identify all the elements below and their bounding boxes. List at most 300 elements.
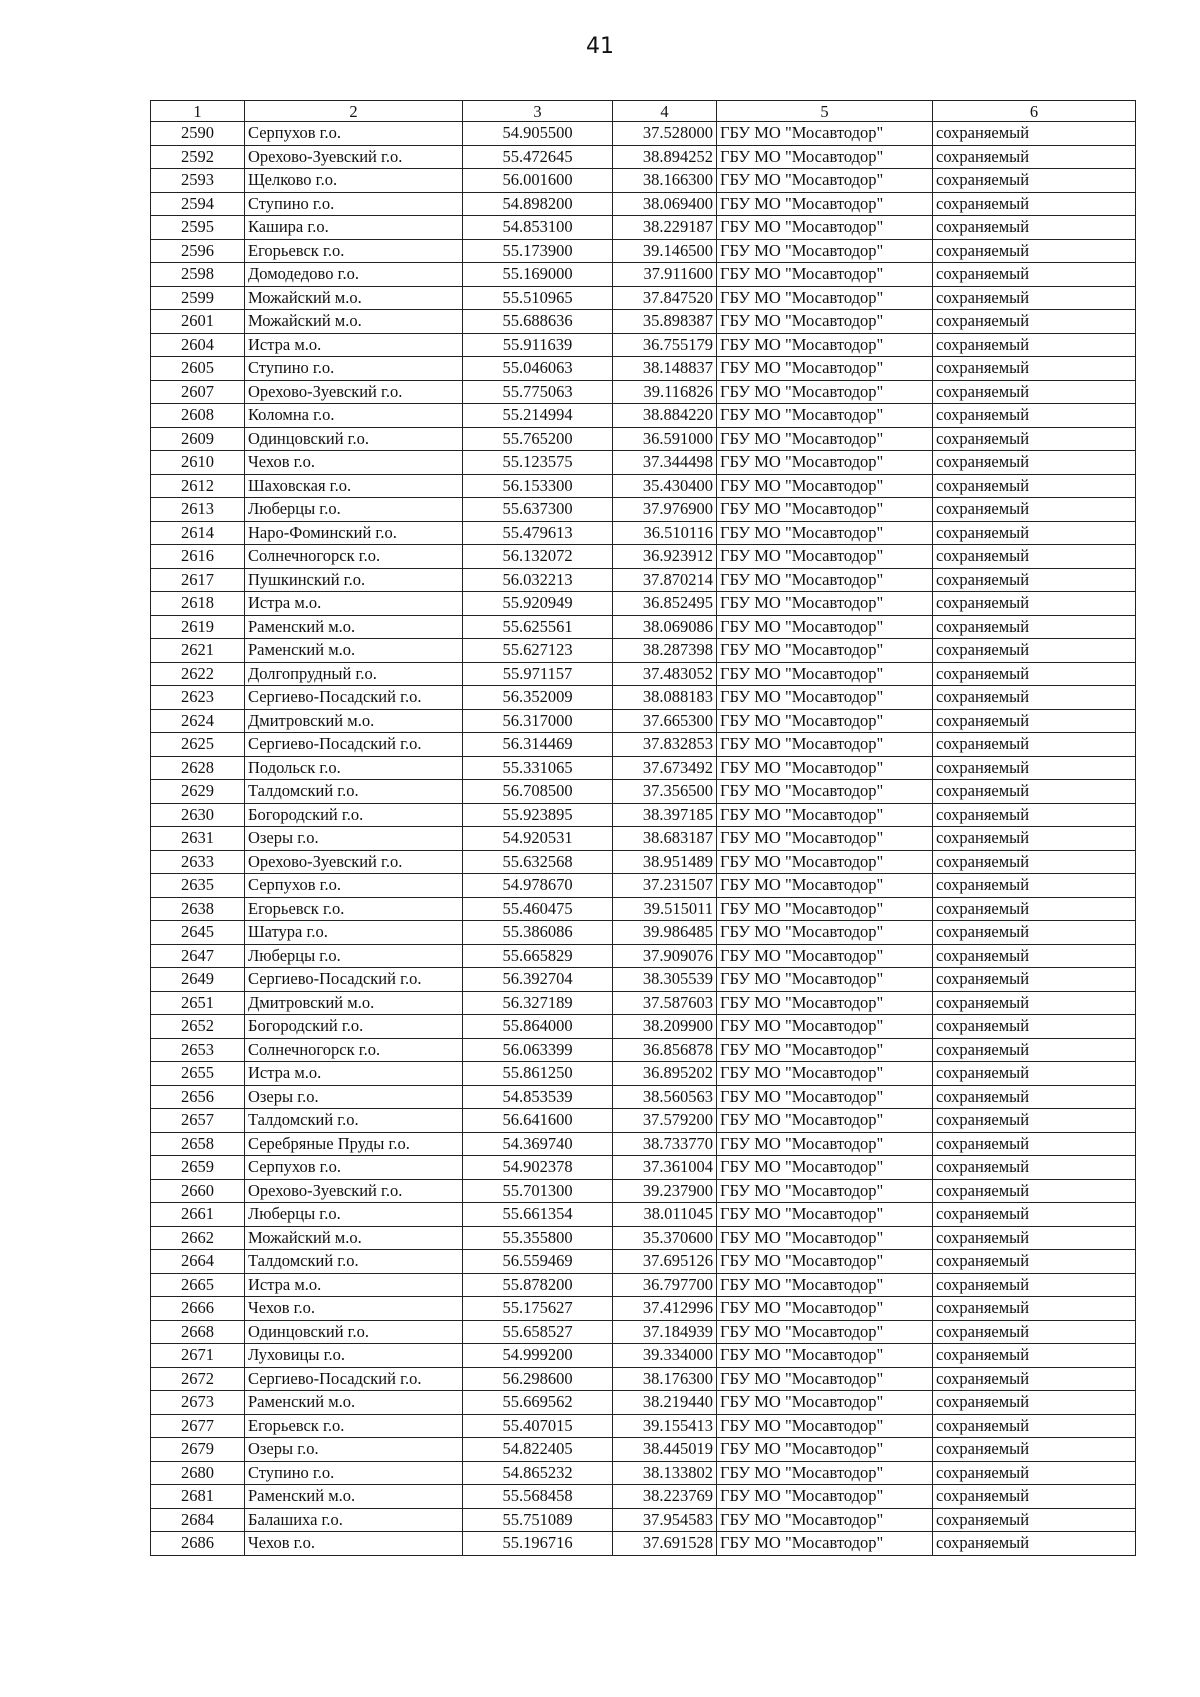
cell-owner: ГБУ МО "Мосавтодор" xyxy=(717,874,933,898)
table-row xyxy=(151,1391,1136,1415)
table-row xyxy=(151,592,1136,616)
cell-number: 2622 xyxy=(151,662,245,686)
cell-number: 2630 xyxy=(151,803,245,827)
cell-number: 2613 xyxy=(151,498,245,522)
cell-district: Чехов г.о. xyxy=(245,1297,463,1321)
cell-longitude: 36.856878 xyxy=(613,1038,717,1062)
cell-number: 2628 xyxy=(151,756,245,780)
cell-longitude: 38.894252 xyxy=(613,145,717,169)
cell-owner: ГБУ МО "Мосавтодор" xyxy=(717,263,933,287)
cell-latitude: 56.708500 xyxy=(463,780,613,804)
cell-number: 2595 xyxy=(151,216,245,240)
cell-latitude: 55.625561 xyxy=(463,615,613,639)
table-row xyxy=(151,733,1136,757)
cell-latitude: 56.032213 xyxy=(463,568,613,592)
cell-owner: ГБУ МО "Мосавтодор" xyxy=(717,451,933,475)
cell-owner: ГБУ МО "Мосавтодор" xyxy=(717,662,933,686)
cell-longitude: 37.356500 xyxy=(613,780,717,804)
cell-longitude: 36.852495 xyxy=(613,592,717,616)
cell-latitude: 54.822405 xyxy=(463,1438,613,1462)
cell-status: сохраняемый xyxy=(933,1179,1136,1203)
cell-owner: ГБУ МО "Мосавтодор" xyxy=(717,1156,933,1180)
cell-status: сохраняемый xyxy=(933,216,1136,240)
table-row xyxy=(151,498,1136,522)
cell-number: 2638 xyxy=(151,897,245,921)
table-row xyxy=(151,380,1136,404)
table-row xyxy=(151,1344,1136,1368)
cell-owner: ГБУ МО "Мосавтодор" xyxy=(717,286,933,310)
cell-status: сохраняемый xyxy=(933,968,1136,992)
cell-status: сохраняемый xyxy=(933,286,1136,310)
cell-district: Егорьевск г.о. xyxy=(245,1414,463,1438)
cell-district: Сергиево-Посадский г.о. xyxy=(245,968,463,992)
cell-number: 2618 xyxy=(151,592,245,616)
cell-number: 2666 xyxy=(151,1297,245,1321)
cell-number: 2661 xyxy=(151,1203,245,1227)
table-row xyxy=(151,1179,1136,1203)
table-row xyxy=(151,1485,1136,1509)
cell-number: 2658 xyxy=(151,1132,245,1156)
cell-status: сохраняемый xyxy=(933,1250,1136,1274)
cell-status: сохраняемый xyxy=(933,850,1136,874)
cell-latitude: 55.386086 xyxy=(463,921,613,945)
cell-latitude: 55.510965 xyxy=(463,286,613,310)
cell-latitude: 55.173900 xyxy=(463,239,613,263)
cell-status: сохраняемый xyxy=(933,1038,1136,1062)
table-row xyxy=(151,263,1136,287)
cell-latitude: 55.923895 xyxy=(463,803,613,827)
cell-status: сохраняемый xyxy=(933,145,1136,169)
table-row xyxy=(151,1038,1136,1062)
cell-latitude: 54.369740 xyxy=(463,1132,613,1156)
cell-status: сохраняемый xyxy=(933,592,1136,616)
cell-district: Щелково г.о. xyxy=(245,169,463,193)
cell-status: сохраняемый xyxy=(933,1320,1136,1344)
cell-number: 2633 xyxy=(151,850,245,874)
table-row xyxy=(151,897,1136,921)
table-row xyxy=(151,1015,1136,1039)
cell-status: сохраняемый xyxy=(933,192,1136,216)
cell-longitude: 37.184939 xyxy=(613,1320,717,1344)
cell-number: 2635 xyxy=(151,874,245,898)
cell-number: 2592 xyxy=(151,145,245,169)
cell-district: Егорьевск г.о. xyxy=(245,239,463,263)
cell-number: 2657 xyxy=(151,1109,245,1133)
cell-longitude: 39.515011 xyxy=(613,897,717,921)
table-row xyxy=(151,1226,1136,1250)
cell-owner: ГБУ МО "Мосавтодор" xyxy=(717,1109,933,1133)
cell-longitude: 39.146500 xyxy=(613,239,717,263)
cell-longitude: 38.683187 xyxy=(613,827,717,851)
cell-number: 2616 xyxy=(151,545,245,569)
page-number: 41 xyxy=(586,34,614,59)
cell-status: сохраняемый xyxy=(933,827,1136,851)
cell-status: сохраняемый xyxy=(933,1062,1136,1086)
cell-longitude: 37.344498 xyxy=(613,451,717,475)
cell-longitude: 38.148837 xyxy=(613,357,717,381)
cell-district: Можайский м.о. xyxy=(245,1226,463,1250)
cell-longitude: 37.361004 xyxy=(613,1156,717,1180)
cell-latitude: 55.214994 xyxy=(463,404,613,428)
cell-longitude: 39.334000 xyxy=(613,1344,717,1368)
cell-owner: ГБУ МО "Мосавтодор" xyxy=(717,803,933,827)
table-row xyxy=(151,122,1136,146)
table-row xyxy=(151,780,1136,804)
cell-longitude: 37.976900 xyxy=(613,498,717,522)
cell-status: сохраняемый xyxy=(933,239,1136,263)
cell-owner: ГБУ МО "Мосавтодор" xyxy=(717,1250,933,1274)
cell-number: 2601 xyxy=(151,310,245,334)
cell-latitude: 56.392704 xyxy=(463,968,613,992)
cell-owner: ГБУ МО "Мосавтодор" xyxy=(717,1297,933,1321)
cell-district: Ступино г.о. xyxy=(245,192,463,216)
cell-number: 2647 xyxy=(151,944,245,968)
cell-owner: ГБУ МО "Мосавтодор" xyxy=(717,944,933,968)
cell-latitude: 55.355800 xyxy=(463,1226,613,1250)
cell-district: Дмитровский м.о. xyxy=(245,709,463,733)
cell-district: Пушкинский г.о. xyxy=(245,568,463,592)
cell-district: Чехов г.о. xyxy=(245,451,463,475)
cell-number: 2660 xyxy=(151,1179,245,1203)
cell-number: 2610 xyxy=(151,451,245,475)
cell-number: 2651 xyxy=(151,991,245,1015)
cell-latitude: 56.352009 xyxy=(463,686,613,710)
cell-longitude: 39.116826 xyxy=(613,380,717,404)
cell-status: сохраняемый xyxy=(933,991,1136,1015)
cell-status: сохраняемый xyxy=(933,874,1136,898)
cell-longitude: 37.587603 xyxy=(613,991,717,1015)
cell-district: Талдомский г.о. xyxy=(245,780,463,804)
cell-status: сохраняемый xyxy=(933,662,1136,686)
column-header-3: 3 xyxy=(463,101,613,122)
cell-number: 2605 xyxy=(151,357,245,381)
cell-number: 2668 xyxy=(151,1320,245,1344)
table-row xyxy=(151,1250,1136,1274)
cell-status: сохраняемый xyxy=(933,709,1136,733)
cell-district: Шатура г.о. xyxy=(245,921,463,945)
cell-number: 2680 xyxy=(151,1461,245,1485)
cell-longitude: 35.898387 xyxy=(613,310,717,334)
cell-number: 2655 xyxy=(151,1062,245,1086)
cell-longitude: 38.166300 xyxy=(613,169,717,193)
table-row xyxy=(151,1132,1136,1156)
cell-longitude: 36.510116 xyxy=(613,521,717,545)
cell-longitude: 36.755179 xyxy=(613,333,717,357)
cell-owner: ГБУ МО "Мосавтодор" xyxy=(717,968,933,992)
cell-longitude: 38.088183 xyxy=(613,686,717,710)
cell-latitude: 55.169000 xyxy=(463,263,613,287)
cell-owner: ГБУ МО "Мосавтодор" xyxy=(717,639,933,663)
cell-latitude: 55.878200 xyxy=(463,1273,613,1297)
cell-number: 2594 xyxy=(151,192,245,216)
cell-district: Истра м.о. xyxy=(245,592,463,616)
cell-latitude: 55.472645 xyxy=(463,145,613,169)
cell-district: Егорьевск г.о. xyxy=(245,897,463,921)
cell-latitude: 55.765200 xyxy=(463,427,613,451)
cell-number: 2681 xyxy=(151,1485,245,1509)
cell-latitude: 55.751089 xyxy=(463,1508,613,1532)
table-body xyxy=(151,122,1136,1556)
cell-owner: ГБУ МО "Мосавтодор" xyxy=(717,145,933,169)
cell-status: сохраняемый xyxy=(933,756,1136,780)
cell-district: Ступино г.о. xyxy=(245,1461,463,1485)
cell-owner: ГБУ МО "Мосавтодор" xyxy=(717,1532,933,1556)
cell-longitude: 38.069400 xyxy=(613,192,717,216)
cell-latitude: 56.317000 xyxy=(463,709,613,733)
cell-owner: ГБУ МО "Мосавтодор" xyxy=(717,333,933,357)
cell-status: сохраняемый xyxy=(933,568,1136,592)
cell-owner: ГБУ МО "Мосавтодор" xyxy=(717,686,933,710)
cell-longitude: 36.591000 xyxy=(613,427,717,451)
cell-longitude: 38.884220 xyxy=(613,404,717,428)
cell-district: Озеры г.о. xyxy=(245,1085,463,1109)
cell-owner: ГБУ МО "Мосавтодор" xyxy=(717,474,933,498)
table-row xyxy=(151,404,1136,428)
cell-district: Истра м.о. xyxy=(245,333,463,357)
cell-number: 2607 xyxy=(151,380,245,404)
cell-status: сохраняемый xyxy=(933,733,1136,757)
cell-longitude: 37.909076 xyxy=(613,944,717,968)
cell-status: сохраняемый xyxy=(933,498,1136,522)
cell-district: Озеры г.о. xyxy=(245,1438,463,1462)
cell-status: сохраняемый xyxy=(933,1461,1136,1485)
cell-longitude: 35.430400 xyxy=(613,474,717,498)
cell-district: Раменский м.о. xyxy=(245,639,463,663)
cell-latitude: 54.999200 xyxy=(463,1344,613,1368)
cell-district: Серпухов г.о. xyxy=(245,122,463,146)
cell-district: Богородский г.о. xyxy=(245,803,463,827)
cell-status: сохраняемый xyxy=(933,803,1136,827)
cell-district: Орехово-Зуевский г.о. xyxy=(245,850,463,874)
cell-district: Раменский м.о. xyxy=(245,615,463,639)
cell-number: 2671 xyxy=(151,1344,245,1368)
cell-number: 2679 xyxy=(151,1438,245,1462)
cell-number: 2604 xyxy=(151,333,245,357)
cell-owner: ГБУ МО "Мосавтодор" xyxy=(717,380,933,404)
cell-latitude: 55.568458 xyxy=(463,1485,613,1509)
table-row xyxy=(151,357,1136,381)
cell-status: сохраняемый xyxy=(933,545,1136,569)
cell-number: 2649 xyxy=(151,968,245,992)
cell-longitude: 36.895202 xyxy=(613,1062,717,1086)
cell-latitude: 55.196716 xyxy=(463,1532,613,1556)
cell-owner: ГБУ МО "Мосавтодор" xyxy=(717,709,933,733)
cell-number: 2672 xyxy=(151,1367,245,1391)
cell-status: сохраняемый xyxy=(933,404,1136,428)
cell-longitude: 37.832853 xyxy=(613,733,717,757)
cell-district: Подольск г.о. xyxy=(245,756,463,780)
cell-district: Сергиево-Посадский г.о. xyxy=(245,733,463,757)
table-row xyxy=(151,1203,1136,1227)
cell-status: сохраняемый xyxy=(933,521,1136,545)
cell-number: 2617 xyxy=(151,568,245,592)
cell-owner: ГБУ МО "Мосавтодор" xyxy=(717,1203,933,1227)
cell-status: сохраняемый xyxy=(933,1532,1136,1556)
cell-owner: ГБУ МО "Мосавтодор" xyxy=(717,122,933,146)
cell-number: 2612 xyxy=(151,474,245,498)
cell-owner: ГБУ МО "Мосавтодор" xyxy=(717,216,933,240)
cell-latitude: 55.627123 xyxy=(463,639,613,663)
table-row xyxy=(151,874,1136,898)
cell-district: Истра м.о. xyxy=(245,1273,463,1297)
cell-owner: ГБУ МО "Мосавтодор" xyxy=(717,1367,933,1391)
cell-owner: ГБУ МО "Мосавтодор" xyxy=(717,897,933,921)
cell-status: сохраняемый xyxy=(933,357,1136,381)
table-row xyxy=(151,827,1136,851)
cell-status: сохраняемый xyxy=(933,921,1136,945)
cell-status: сохраняемый xyxy=(933,1132,1136,1156)
cell-status: сохраняемый xyxy=(933,333,1136,357)
cell-district: Шаховская г.о. xyxy=(245,474,463,498)
table-row xyxy=(151,615,1136,639)
table-row xyxy=(151,145,1136,169)
cell-latitude: 56.298600 xyxy=(463,1367,613,1391)
cell-district: Чехов г.о. xyxy=(245,1532,463,1556)
cell-latitude: 55.407015 xyxy=(463,1414,613,1438)
cell-longitude: 37.847520 xyxy=(613,286,717,310)
cell-owner: ГБУ МО "Мосавтодор" xyxy=(717,357,933,381)
cell-status: сохраняемый xyxy=(933,1485,1136,1509)
cell-district: Серебряные Пруды г.о. xyxy=(245,1132,463,1156)
cell-owner: ГБУ МО "Мосавтодор" xyxy=(717,921,933,945)
cell-district: Истра м.о. xyxy=(245,1062,463,1086)
cell-longitude: 38.397185 xyxy=(613,803,717,827)
cell-latitude: 55.911639 xyxy=(463,333,613,357)
table-row xyxy=(151,968,1136,992)
cell-latitude: 55.658527 xyxy=(463,1320,613,1344)
cell-number: 2598 xyxy=(151,263,245,287)
cell-district: Солнечногорск г.о. xyxy=(245,1038,463,1062)
cell-longitude: 37.695126 xyxy=(613,1250,717,1274)
cell-longitude: 38.733770 xyxy=(613,1132,717,1156)
table-row xyxy=(151,921,1136,945)
cell-latitude: 55.701300 xyxy=(463,1179,613,1203)
cell-district: Одинцовский г.о. xyxy=(245,1320,463,1344)
cell-longitude: 37.528000 xyxy=(613,122,717,146)
cell-district: Озеры г.о. xyxy=(245,827,463,851)
cell-district: Сергиево-Посадский г.о. xyxy=(245,686,463,710)
cell-owner: ГБУ МО "Мосавтодор" xyxy=(717,1438,933,1462)
cell-owner: ГБУ МО "Мосавтодор" xyxy=(717,1320,933,1344)
column-header-1: 1 xyxy=(151,101,245,122)
cell-latitude: 54.865232 xyxy=(463,1461,613,1485)
table-row xyxy=(151,1062,1136,1086)
cell-number: 2686 xyxy=(151,1532,245,1556)
cell-latitude: 55.920949 xyxy=(463,592,613,616)
cell-latitude: 54.853100 xyxy=(463,216,613,240)
cell-number: 2614 xyxy=(151,521,245,545)
cell-owner: ГБУ МО "Мосавтодор" xyxy=(717,1461,933,1485)
table-row xyxy=(151,662,1136,686)
cell-owner: ГБУ МО "Мосавтодор" xyxy=(717,615,933,639)
cell-owner: ГБУ МО "Мосавтодор" xyxy=(717,404,933,428)
cell-owner: ГБУ МО "Мосавтодор" xyxy=(717,1391,933,1415)
cell-status: сохраняемый xyxy=(933,1297,1136,1321)
cell-number: 2629 xyxy=(151,780,245,804)
cell-owner: ГБУ МО "Мосавтодор" xyxy=(717,1179,933,1203)
cell-longitude: 37.911600 xyxy=(613,263,717,287)
cell-number: 2624 xyxy=(151,709,245,733)
cell-owner: ГБУ МО "Мосавтодор" xyxy=(717,733,933,757)
cell-district: Орехово-Зуевский г.о. xyxy=(245,380,463,404)
cell-latitude: 56.327189 xyxy=(463,991,613,1015)
cell-longitude: 35.370600 xyxy=(613,1226,717,1250)
table-row xyxy=(151,686,1136,710)
cell-status: сохраняемый xyxy=(933,1438,1136,1462)
cell-longitude: 38.287398 xyxy=(613,639,717,663)
cell-district: Сергиево-Посадский г.о. xyxy=(245,1367,463,1391)
cell-latitude: 55.688636 xyxy=(463,310,613,334)
table-row xyxy=(151,192,1136,216)
cell-owner: ГБУ МО "Мосавтодор" xyxy=(717,498,933,522)
table-row xyxy=(151,1461,1136,1485)
cell-owner: ГБУ МО "Мосавтодор" xyxy=(717,521,933,545)
table-row xyxy=(151,427,1136,451)
cell-longitude: 37.231507 xyxy=(613,874,717,898)
cell-owner: ГБУ МО "Мосавтодор" xyxy=(717,1273,933,1297)
cell-owner: ГБУ МО "Мосавтодор" xyxy=(717,1485,933,1509)
cell-district: Люберцы г.о. xyxy=(245,944,463,968)
cell-longitude: 37.691528 xyxy=(613,1532,717,1556)
cell-status: сохраняемый xyxy=(933,780,1136,804)
cell-status: сохраняемый xyxy=(933,686,1136,710)
table-row xyxy=(151,1156,1136,1180)
cell-owner: ГБУ МО "Мосавтодор" xyxy=(717,592,933,616)
cell-owner: ГБУ МО "Мосавтодор" xyxy=(717,568,933,592)
table-row xyxy=(151,991,1136,1015)
cell-number: 2659 xyxy=(151,1156,245,1180)
cell-district: Одинцовский г.о. xyxy=(245,427,463,451)
column-header-5: 5 xyxy=(717,101,933,122)
cell-owner: ГБУ МО "Мосавтодор" xyxy=(717,1085,933,1109)
table-row xyxy=(151,216,1136,240)
cell-number: 2684 xyxy=(151,1508,245,1532)
cell-status: сохраняемый xyxy=(933,1109,1136,1133)
cell-status: сохраняемый xyxy=(933,474,1136,498)
cell-longitude: 38.133802 xyxy=(613,1461,717,1485)
cell-longitude: 38.219440 xyxy=(613,1391,717,1415)
cell-longitude: 37.665300 xyxy=(613,709,717,733)
cell-latitude: 55.637300 xyxy=(463,498,613,522)
table-row xyxy=(151,286,1136,310)
table-row xyxy=(151,1273,1136,1297)
cell-latitude: 55.864000 xyxy=(463,1015,613,1039)
cell-owner: ГБУ МО "Мосавтодор" xyxy=(717,1508,933,1532)
cell-latitude: 54.905500 xyxy=(463,122,613,146)
table-row xyxy=(151,1297,1136,1321)
table-row xyxy=(151,944,1136,968)
table-row xyxy=(151,451,1136,475)
table-row xyxy=(151,568,1136,592)
cell-longitude: 38.209900 xyxy=(613,1015,717,1039)
cell-number: 2590 xyxy=(151,122,245,146)
cell-status: сохраняемый xyxy=(933,1367,1136,1391)
cell-number: 2677 xyxy=(151,1414,245,1438)
cell-longitude: 38.560563 xyxy=(613,1085,717,1109)
cell-latitude: 55.632568 xyxy=(463,850,613,874)
table-row xyxy=(151,1438,1136,1462)
cell-owner: ГБУ МО "Мосавтодор" xyxy=(717,1344,933,1368)
cell-district: Раменский м.о. xyxy=(245,1391,463,1415)
cell-district: Серпухов г.о. xyxy=(245,1156,463,1180)
cell-latitude: 55.775063 xyxy=(463,380,613,404)
cell-status: сохраняемый xyxy=(933,310,1136,334)
column-header-4: 4 xyxy=(613,101,717,122)
cell-latitude: 55.971157 xyxy=(463,662,613,686)
cell-district: Коломна г.о. xyxy=(245,404,463,428)
cell-longitude: 36.797700 xyxy=(613,1273,717,1297)
cell-owner: ГБУ МО "Мосавтодор" xyxy=(717,310,933,334)
